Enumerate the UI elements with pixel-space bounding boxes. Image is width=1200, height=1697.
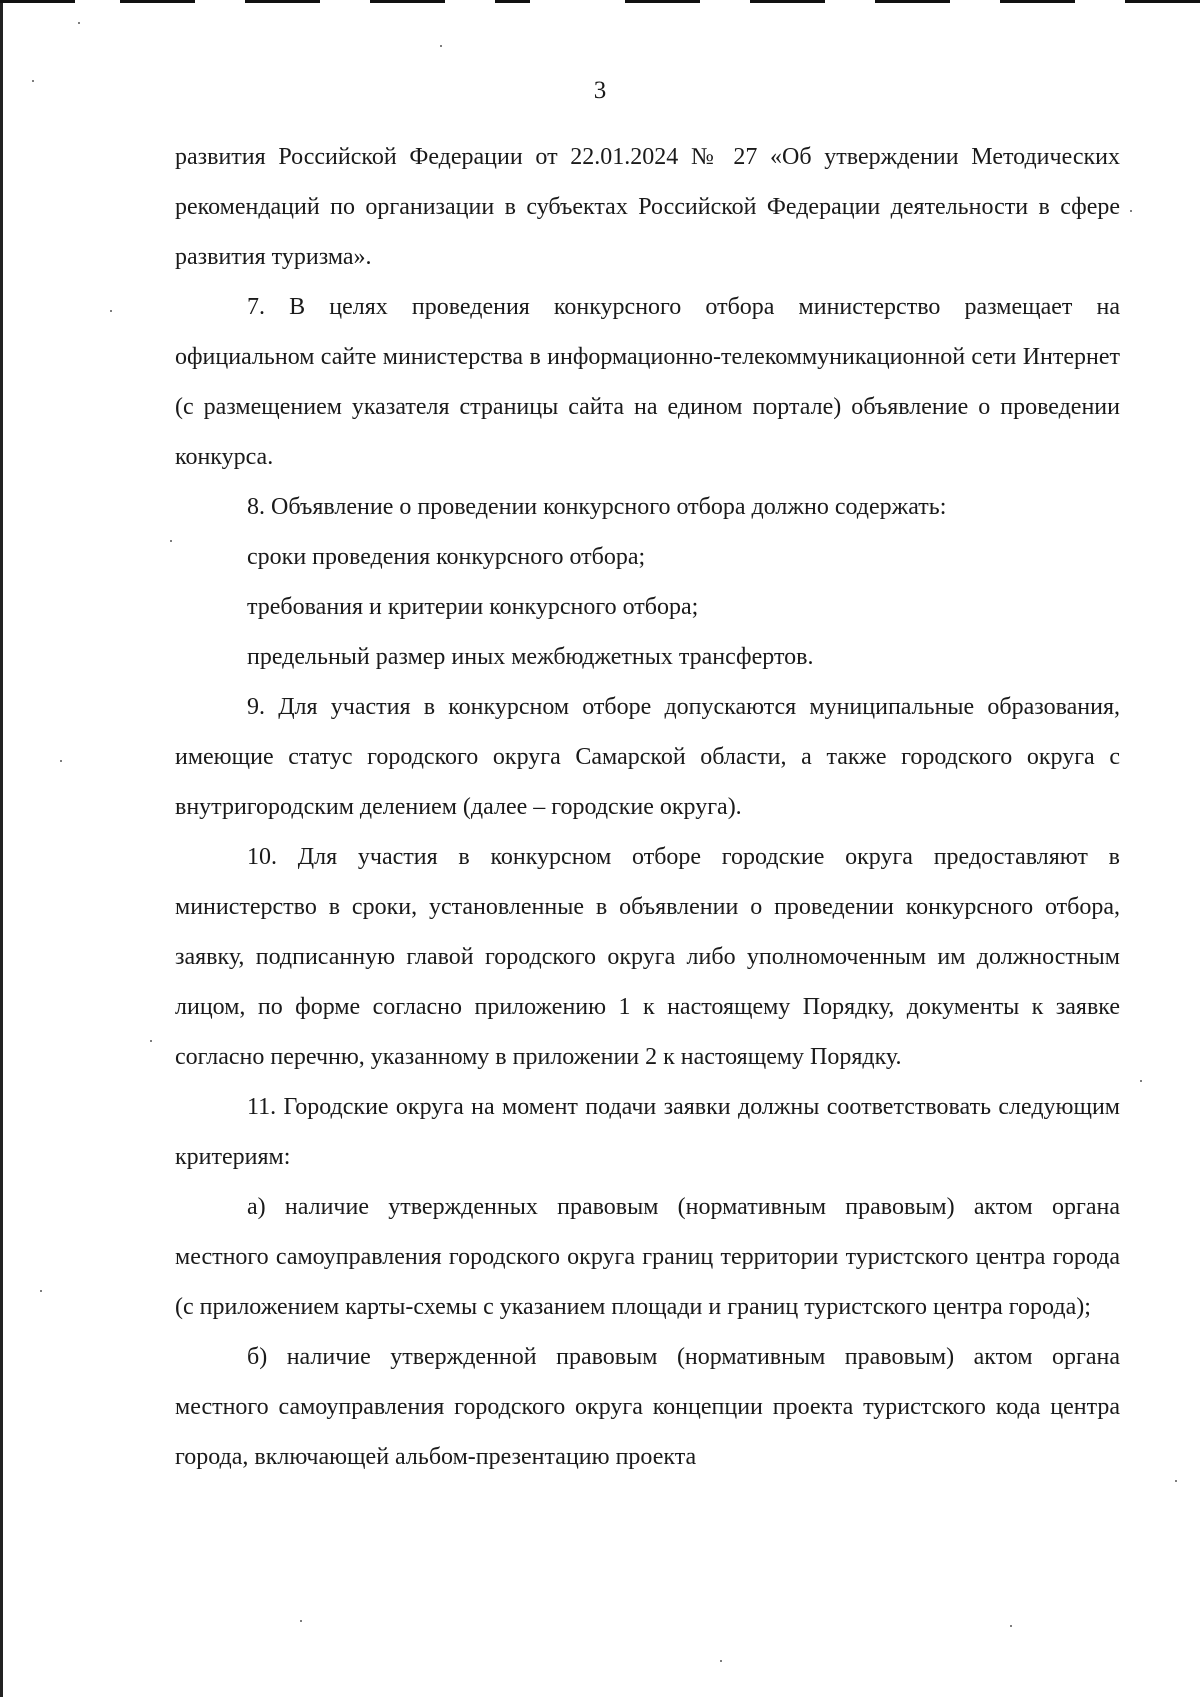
paragraph-11-a: а) наличие утвержденных правовым (нормативным правовым) актом органа местного самоуправления городского округа границ территории туристского центра города (с приложением карты-схемы с указанием площади и границ туристского центра города);	[175, 1194, 1120, 1320]
paragraph-10: 10. Для участия в конкурсном отборе городские округа предоставляют в министерство в сроки, установленные в объявлении о проведении конкурсного отбора, заявку, подписанную главой городского округа либо уполномоченным им должностным лицом, по форме согласно приложению 1 к настоящему Порядку, документы к заявке согласно перечню, указанному в приложении 2 к настоящему Порядку.	[175, 844, 1120, 1070]
paragraph-8-item-1: сроки проведения конкурсного отбора;	[247, 544, 646, 570]
paragraph-7: 7. В целях проведения конкурсного отбора министерство размещает на официальном сайте министерства в информационно-телекоммуникационной сети Интернет (с размещением указателя страницы сайта на едином портале) объявление о проведении конкурса.	[175, 294, 1120, 470]
paragraph-8-item-3: предельный размер иных межбюджетных трансфертов.	[247, 644, 814, 670]
scan-top-edge	[0, 0, 1200, 6]
paragraph-11: 11. Городские округа на момент подачи заявки должны соответствовать следующим критериям:	[175, 1094, 1120, 1170]
paragraph-11-b: б) наличие утвержденной правовым (нормативным правовым) актом органа местного самоуправления городского округа концепции проекта туристского кода центра города, включающей альбом-презентацию проекта	[175, 1344, 1120, 1470]
paragraph-continuation: развития Российской Федерации от 22.01.2024 № 27 «Об утверждении Методических рекомендаций по организации в субъектах Российской Федерации деятельности в сфере развития туризма».	[175, 144, 1120, 270]
paragraph-8: 8. Объявление о проведении конкурсного отбора должно содержать:	[247, 494, 947, 520]
paragraph-9: 9. Для участия в конкурсном отборе допускаются муниципальные образования, имеющие статус городского округа Самарской области, а также городского округа с внутригородским делением (далее – городские округа).	[175, 694, 1120, 820]
document-body	[175, 132, 1120, 1482]
page-number: 3	[593, 77, 607, 104]
scan-left-edge	[0, 0, 3, 1697]
paragraph-8-item-2: требования и критерии конкурсного отбора;	[247, 594, 699, 620]
